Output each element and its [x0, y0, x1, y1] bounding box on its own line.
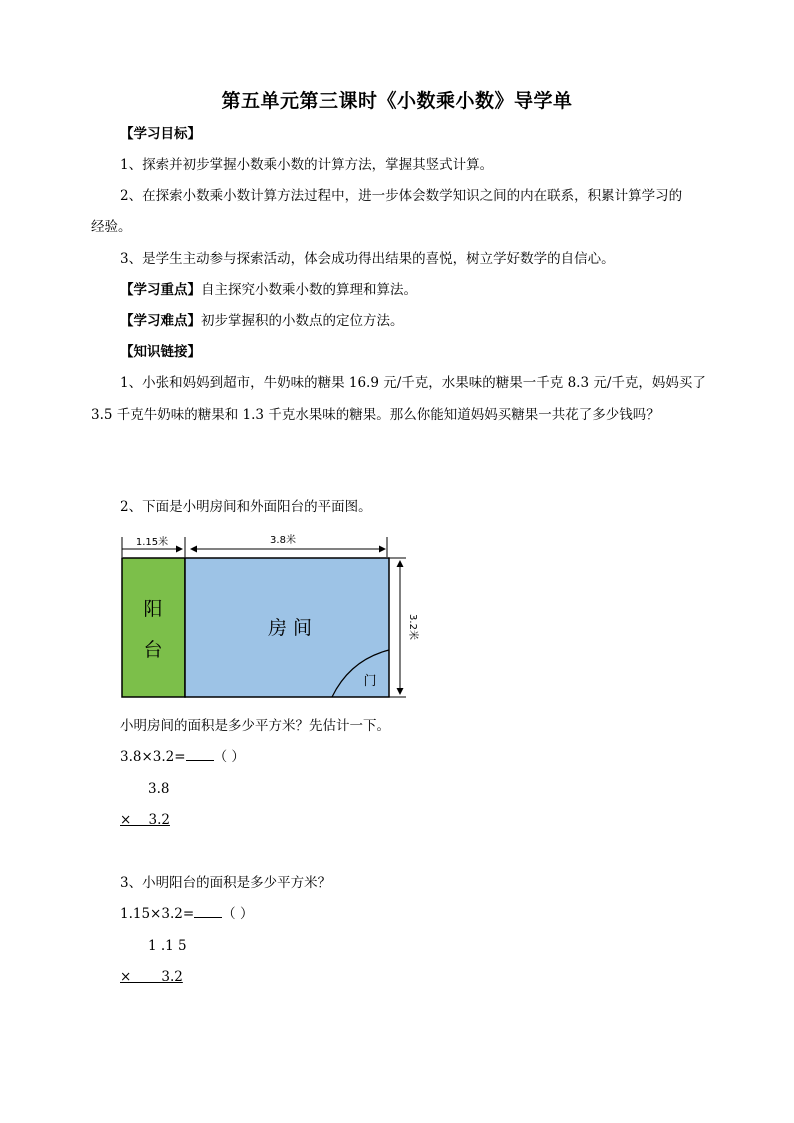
q3-equation	[120, 904, 253, 924]
key-point	[120, 280, 417, 300]
door-label: 门	[363, 674, 377, 689]
q2-equation	[120, 747, 245, 767]
q3-question: 3、小明阳台的面积是多少平方米？	[120, 875, 332, 891]
height-label: 3.2米	[407, 614, 418, 640]
balcony-width-label: 1.15米	[135, 537, 169, 548]
balcony-area	[122, 558, 185, 697]
q3-equation-text: 1.15×3.2=	[120, 906, 195, 922]
q2-vertical-bottom: × 3.2	[120, 812, 170, 828]
key-point-text: 自主探究小数乘小数的算理和算法。	[201, 282, 417, 298]
goal-item-2-line1: 2、在探索小数乘小数计算方法过程中，进一步体会数学知识之间的内在联系，积累计算学习的	[120, 188, 683, 204]
goal-item-3: 3、是学生主动参与探索活动，体会成功得出结果的喜悦，树立学好数学的自信心。	[120, 251, 615, 267]
q2-answer-blank[interactable]	[186, 747, 214, 761]
difficulty-text: 初步掌握积的小数点的定位方法。	[201, 313, 404, 329]
page-title: 第五单元第三课时《小数乘小数》导学单	[221, 90, 573, 112]
q2-vertical-top: 3.8	[148, 781, 170, 797]
q3-vertical-bottom: × 3.2	[120, 969, 183, 985]
goal-item-2-line2: 经验。	[91, 219, 132, 235]
goal-item-1: 1、探索并初步掌握小数乘小数的计算方法，掌握其竖式计算。	[120, 157, 494, 173]
floor-plan-diagram	[110, 528, 430, 706]
q2-equation-text: 3.8×3.2=	[120, 749, 186, 765]
link-heading: 【知识链接】	[120, 344, 201, 360]
room-label: 房 间	[267, 617, 313, 639]
goals-heading: 【学习目标】	[120, 126, 201, 142]
q1-line1: 1、小张和妈妈到超市，牛奶味的糖果 16.9 元/千克，水果味的糖果一千克 8.3 元/千克，妈妈买了	[120, 375, 706, 391]
q2-question: 小明房间的面积是多少平方米？先估计一下。	[120, 718, 390, 734]
q3-estimate-paren: （ ）	[222, 906, 254, 922]
q3-vertical-top: 1 .1 5	[148, 938, 187, 954]
difficulty	[120, 311, 404, 331]
balcony-label-bottom: 台	[143, 639, 163, 661]
balcony-label-top: 阳	[143, 598, 163, 620]
room-width-label: 3.8米	[270, 535, 296, 546]
q2-estimate-paren: （ ）	[213, 749, 245, 765]
key-point-label: 【学习重点】	[120, 282, 201, 298]
difficulty-label: 【学习难点】	[120, 313, 201, 329]
q2-intro: 2、下面是小明房间和外面阳台的平面图。	[120, 499, 372, 515]
q3-answer-blank[interactable]	[194, 904, 222, 918]
q1-line2: 3.5 千克牛奶味的糖果和 1.3 千克水果味的糖果。那么你能知道妈妈买糖果一共花了多少钱吗？	[91, 407, 660, 423]
